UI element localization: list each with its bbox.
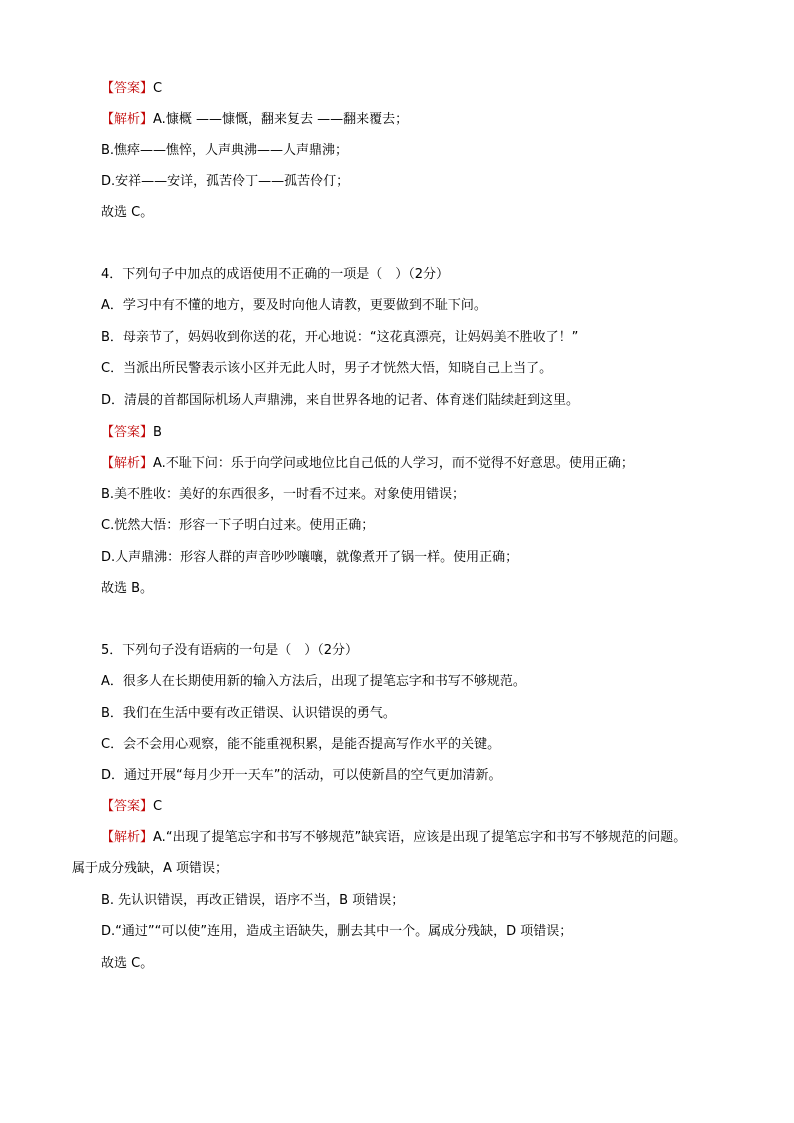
answer-value: C	[153, 799, 163, 814]
analysis-line-prev-1	[101, 111, 408, 129]
answer-value: B	[153, 425, 162, 440]
question-5-analysis-2: B. 先认识错误，再改正错误，语序不当，B 项错误；	[101, 893, 405, 908]
question-4-stem: 4．下列句子中加点的成语使用不正确的一项是（ ）（2分）	[101, 267, 450, 282]
question-4-analysis-3: C.恍然大悟：形容一下子明白过来。使用正确；	[101, 518, 375, 533]
question-5-option-a: A．很多人在长期使用新的输入方法后，出现了提笔忘字和书写不够规范。	[101, 674, 526, 689]
answer-tag: 【答案】	[101, 425, 154, 440]
question-5-analysis-1-continued: 属于成分残缺，A 项错误；	[72, 861, 229, 876]
question-4-analysis-2: B.美不胜收：美好的东西很多，一时看不过来。对象使用错误；	[101, 487, 466, 502]
question-4-option-d: D．清晨的首都国际机场人声鼎沸，来自世界各地的记者、体育迷们陆续赶到这里。	[101, 393, 580, 408]
analysis-line-prev-3: D.安祥——安详，孤苦伶丁——孤苦伶仃；	[101, 174, 350, 189]
question-4-conclusion: 故选 B。	[101, 581, 154, 596]
analysis-text: A.不耻下问：乐于向学问或地位比自己低的人学习，而不觉得不好意思。使用正确；	[153, 456, 634, 471]
analysis-tag: 【解析】	[101, 456, 154, 471]
question-5-stem: 5．下列句子没有语病的一句是（ ）（2分）	[101, 643, 359, 658]
analysis-line-prev-2: B.憔瘁——憔悴，人声典沸——人声鼎沸；	[101, 143, 349, 158]
conclusion-line-prev: 故选 C。	[101, 205, 154, 220]
answer-value: C	[153, 81, 163, 96]
analysis-text: A.慷概 ——慷慨，翻来复去 ——翻来覆去；	[153, 112, 409, 127]
question-4-analysis-4: D.人声鼎沸：形容人群的声音吵吵嚷嚷，就像煮开了锅一样。使用正确；	[101, 550, 519, 565]
question-5-option-c: C．会不会用心观察，能不能重视积累，是能否提高写作水平的关键。	[101, 737, 501, 752]
analysis-tag: 【解析】	[101, 830, 154, 845]
question-4-option-c: C．当派出所民警表示该小区并无此人时，男子才恍然大悟，知晓自己上当了。	[101, 361, 553, 376]
question-4-option-b: B．母亲节了，妈妈收到你送的花，开心地说：“这花真漂亮，让妈妈美不胜收了！”	[101, 330, 579, 345]
question-5-analysis-1	[101, 829, 686, 847]
answer-line-prev	[101, 80, 162, 98]
question-5-conclusion: 故选 C。	[101, 956, 154, 971]
question-5-option-b: B．我们在生活中要有改正错误、认识错误的勇气。	[101, 706, 396, 721]
analysis-tag: 【解析】	[101, 112, 154, 127]
question-4-option-a: A．学习中有不懂的地方，要及时向他人请教，更要做到不耻下问。	[101, 298, 487, 313]
question-5-answer	[101, 798, 162, 816]
analysis-text: A.“出现了提笔忘字和书写不够规范”缺宾语，应该是出现了提笔忘字和书写不够规范的问题。	[153, 830, 687, 845]
question-4-analysis-1	[101, 455, 634, 473]
question-4-answer	[101, 424, 162, 442]
question-5-option-d: D．通过开展“每月少开一天车”的活动，可以使新昌的空气更加清新。	[101, 768, 502, 783]
question-5-analysis-3: D.“通过”“可以使”连用，造成主语缺失，删去其中一个。属成分残缺，D 项错误；	[101, 924, 573, 939]
answer-tag: 【答案】	[101, 799, 154, 814]
answer-tag: 【答案】	[101, 81, 154, 96]
